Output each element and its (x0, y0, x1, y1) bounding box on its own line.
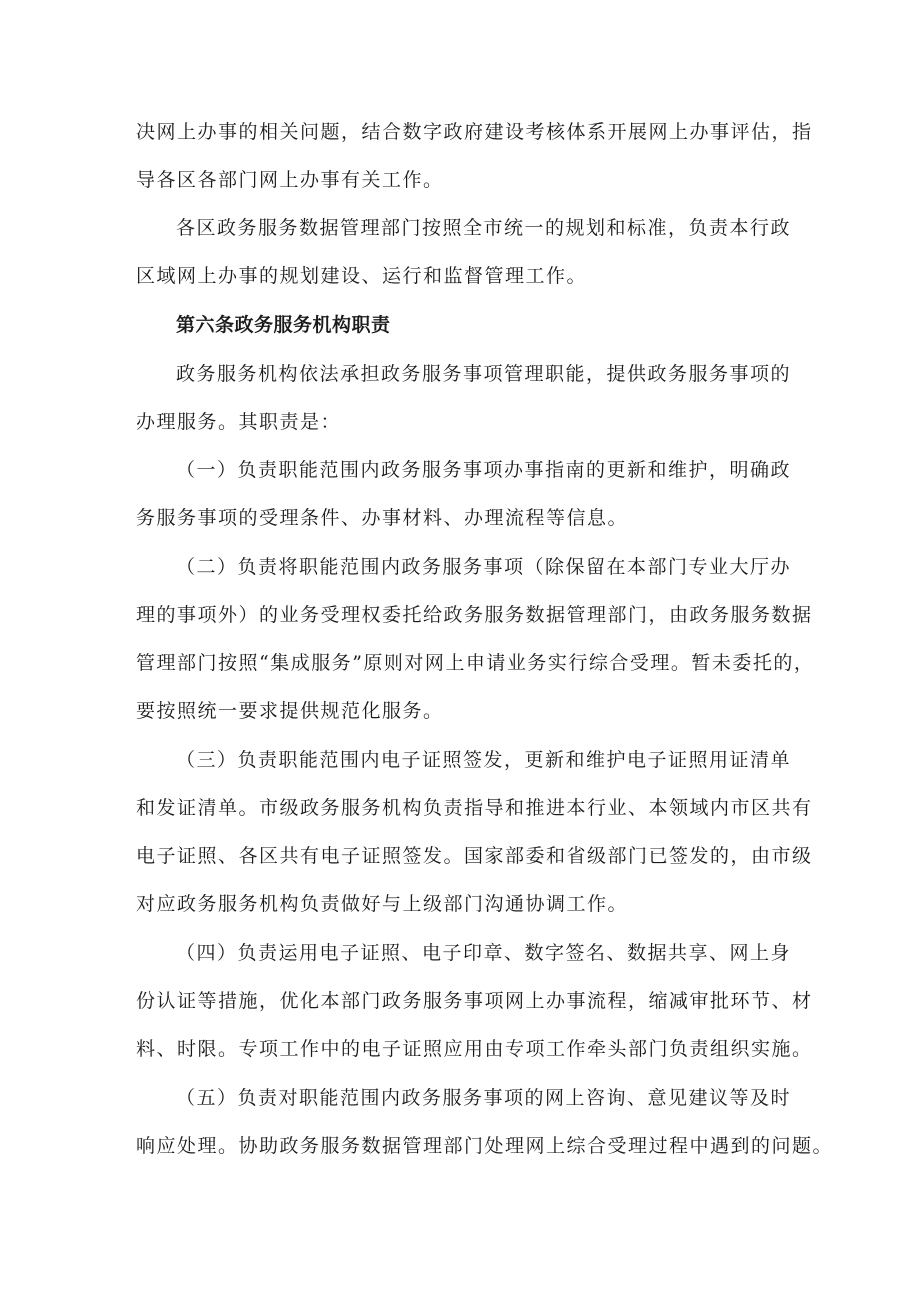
text-line: 决网上办事的相关问题，结合数字政府建设考核体系开展网上办事评估，指 (136, 121, 813, 143)
section-heading: 第六条政务服务机构职责 (176, 314, 391, 336)
text-line: （一）负责职能范围内政务服务事项办事指南的更新和维护，明确政 (176, 459, 792, 481)
text-line: 导各区各部门网上办事有关工作。 (136, 169, 444, 191)
text-line: （五）负责对职能范围内政务服务事项的网上咨询、意见建议等及时 (176, 1087, 792, 1109)
text-line: 要按照统一要求提供规范化服务。 (136, 700, 444, 722)
text-line: 对应政务服务机构负责做好与上级部门沟通协调工作。 (136, 893, 629, 915)
text-line: 办理服务。其职责是： (136, 411, 342, 433)
text-line: （四）负责运用电子证照、电子印章、数字签名、数据共享、网上身 (176, 942, 792, 964)
text-line: 区域网上办事的规划建设、运行和监督管理工作。 (136, 265, 588, 287)
text-line: （三）负责职能范围内电子证照签发，更新和维护电子证照用证清单 (176, 749, 792, 771)
text-line: 理的事项外）的业务受理权委托给政务服务数据管理部门，由政务服务数据 (136, 604, 813, 626)
text-line: 务服务事项的受理条件、办事材料、办理流程等信息。 (136, 507, 629, 529)
text-line: （二）负责将职能范围内政务服务事项（除保留在本部门专业大厅办 (176, 556, 792, 578)
text-line: 管理部门按照“集成服务”原则对网上申请业务实行综合受理。暂未委托的， (136, 652, 815, 674)
text-line: 政务服务机构依法承担政务服务事项管理职能，提供政务服务事项的 (176, 363, 792, 385)
text-line: 和发证清单。市级政务服务机构负责指导和推进本行业、本领域内市区共有 (136, 797, 813, 819)
text-line: 响应处理。协助政务服务数据管理部门处理网上综合受理过程中遇到的问题。 (136, 1135, 834, 1157)
text-line: 料、时限。专项工作中的电子证照应用由专项工作牵头部门负责组织实施。 (136, 1038, 813, 1060)
text-line: 份认证等措施，优化本部门政务服务事项网上办事流程，缩减审批环节、材 (136, 990, 813, 1012)
text-line: 各区政务服务数据管理部门按照全市统一的规划和标准，负责本行政 (176, 217, 792, 239)
text-line: 电子证照、各区共有电子证照签发。国家部委和省级部门已签发的，由市级 (136, 845, 813, 867)
